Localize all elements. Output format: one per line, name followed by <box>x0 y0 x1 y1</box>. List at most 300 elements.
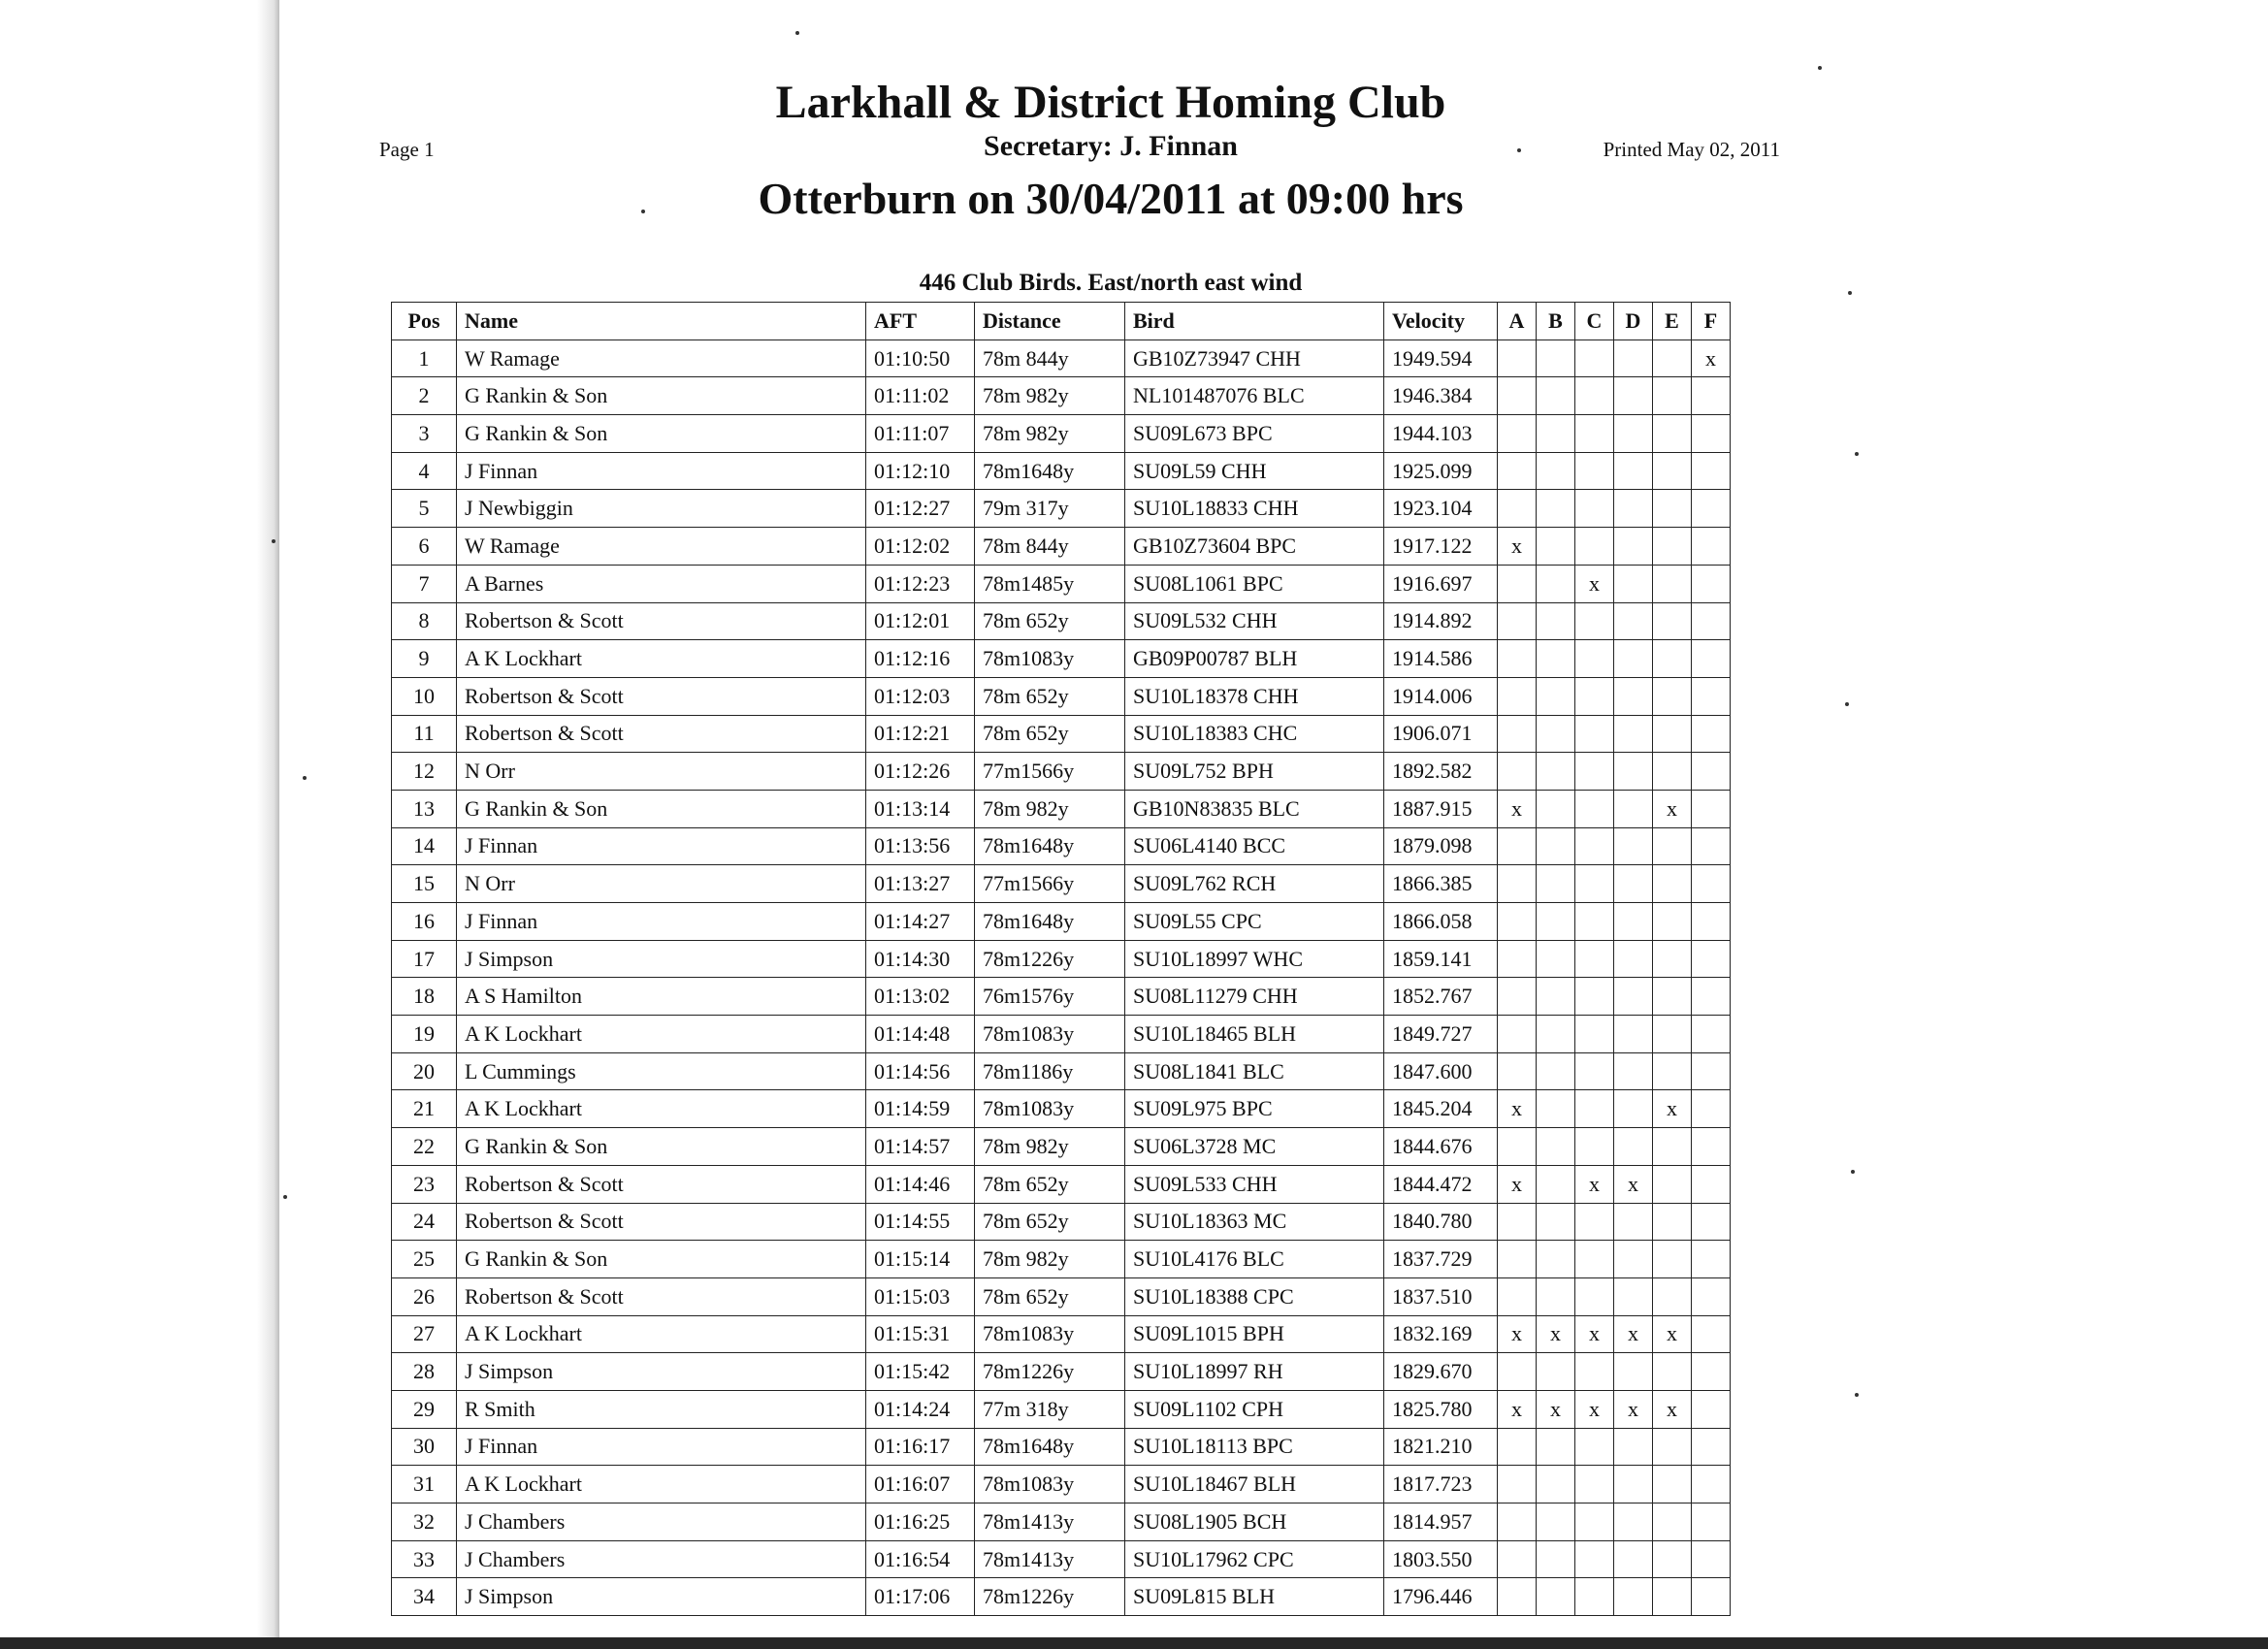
cell-pos: 11 <box>392 715 457 753</box>
cell-flag-c <box>1575 753 1614 791</box>
cell-flag-a <box>1498 1016 1537 1053</box>
cell-name: G Rankin & Son <box>457 1128 866 1166</box>
cell-pos: 19 <box>392 1016 457 1053</box>
cell-flag-f <box>1692 790 1731 827</box>
cell-flag-c <box>1575 865 1614 903</box>
cell-flag-c <box>1575 1016 1614 1053</box>
cell-flag-c <box>1575 1578 1614 1616</box>
cell-bird: GB10N83835 BLC <box>1125 790 1384 827</box>
results-table <box>391 302 1731 1616</box>
cell-pos: 1 <box>392 340 457 377</box>
cell-aft: 01:13:27 <box>866 865 975 903</box>
cell-aft: 01:14:27 <box>866 903 975 941</box>
cell-flag-b <box>1537 677 1575 715</box>
table-row <box>392 1165 1731 1203</box>
cell-flag-e: x <box>1653 1390 1692 1428</box>
cell-flag-d <box>1614 1277 1653 1315</box>
cell-name: J Simpson <box>457 1578 866 1616</box>
cell-distance: 78m 652y <box>975 715 1125 753</box>
cell-flag-e <box>1653 1128 1692 1166</box>
cell-flag-c <box>1575 1353 1614 1391</box>
cell-velocity: 1914.006 <box>1384 677 1498 715</box>
cell-pos: 5 <box>392 490 457 528</box>
cell-distance: 76m1576y <box>975 978 1125 1016</box>
cell-flag-c <box>1575 1277 1614 1315</box>
cell-name: R Smith <box>457 1390 866 1428</box>
cell-name: A K Lockhart <box>457 640 866 678</box>
column-header-b: B <box>1537 303 1575 340</box>
cell-flag-b <box>1537 1277 1575 1315</box>
cell-name: Robertson & Scott <box>457 602 866 640</box>
table-row <box>392 1241 1731 1278</box>
cell-flag-f <box>1692 1504 1731 1541</box>
cell-flag-a <box>1498 940 1537 978</box>
cell-flag-d <box>1614 1203 1653 1241</box>
cell-flag-f <box>1692 415 1731 453</box>
cell-flag-e <box>1653 1466 1692 1504</box>
cell-flag-c <box>1575 790 1614 827</box>
cell-flag-e <box>1653 865 1692 903</box>
cell-flag-e <box>1653 1353 1692 1391</box>
cell-aft: 01:12:26 <box>866 753 975 791</box>
cell-flag-a <box>1498 1353 1537 1391</box>
cell-distance: 78m1485y <box>975 565 1125 602</box>
cell-velocity: 1946.384 <box>1384 377 1498 415</box>
cell-pos: 25 <box>392 1241 457 1278</box>
cell-flag-d <box>1614 377 1653 415</box>
table-header-row <box>392 303 1731 340</box>
cell-flag-f <box>1692 565 1731 602</box>
cell-velocity: 1821.210 <box>1384 1428 1498 1466</box>
cell-name: J Simpson <box>457 1353 866 1391</box>
table-row <box>392 677 1731 715</box>
column-header-velocity: Velocity <box>1384 303 1498 340</box>
cell-distance: 78m 652y <box>975 677 1125 715</box>
cell-flag-f: x <box>1692 340 1731 377</box>
cell-flag-e <box>1653 490 1692 528</box>
cell-flag-b <box>1537 1540 1575 1578</box>
cell-flag-b <box>1537 1578 1575 1616</box>
cell-aft: 01:16:54 <box>866 1540 975 1578</box>
cell-flag-e <box>1653 715 1692 753</box>
cell-name: G Rankin & Son <box>457 790 866 827</box>
cell-aft: 01:12:03 <box>866 677 975 715</box>
cell-flag-b <box>1537 528 1575 566</box>
cell-distance: 78m 652y <box>975 1165 1125 1203</box>
cell-flag-f <box>1692 1428 1731 1466</box>
cell-flag-f <box>1692 1052 1731 1090</box>
secretary-line: Secretary: J. Finnan <box>984 130 1238 162</box>
cell-flag-c <box>1575 827 1614 865</box>
cell-distance: 78m1186y <box>975 1052 1125 1090</box>
cell-pos: 9 <box>392 640 457 678</box>
cell-flag-e <box>1653 1540 1692 1578</box>
cell-flag-e <box>1653 940 1692 978</box>
scanner-bottom-strip <box>0 1637 2268 1649</box>
table-row <box>392 452 1731 490</box>
cell-bird: SU09L815 BLH <box>1125 1578 1384 1616</box>
cell-flag-a <box>1498 1466 1537 1504</box>
cell-pos: 34 <box>392 1578 457 1616</box>
cell-flag-c: x <box>1575 1315 1614 1353</box>
cell-flag-b <box>1537 1353 1575 1391</box>
cell-aft: 01:12:02 <box>866 528 975 566</box>
results-body <box>392 340 1731 1615</box>
cell-pos: 4 <box>392 452 457 490</box>
table-row <box>392 1052 1731 1090</box>
cell-flag-d <box>1614 1466 1653 1504</box>
cell-flag-a <box>1498 677 1537 715</box>
cell-flag-d <box>1614 1016 1653 1053</box>
cell-flag-f <box>1692 1090 1731 1128</box>
cell-name: J Simpson <box>457 940 866 978</box>
cell-flag-a <box>1498 978 1537 1016</box>
cell-flag-d <box>1614 1090 1653 1128</box>
cell-flag-f <box>1692 1241 1731 1278</box>
cell-flag-b <box>1537 1241 1575 1278</box>
cell-velocity: 1847.600 <box>1384 1052 1498 1090</box>
table-row <box>392 602 1731 640</box>
cell-pos: 10 <box>392 677 457 715</box>
cell-velocity: 1844.676 <box>1384 1128 1498 1166</box>
cell-bird: SU08L1061 BPC <box>1125 565 1384 602</box>
cell-flag-b <box>1537 490 1575 528</box>
cell-bird: SU09L533 CHH <box>1125 1165 1384 1203</box>
printed-date: Printed May 02, 2011 <box>1603 138 1780 161</box>
cell-flag-b <box>1537 978 1575 1016</box>
cell-flag-a <box>1498 640 1537 678</box>
cell-bird: NL101487076 BLC <box>1125 377 1384 415</box>
cell-flag-b <box>1537 790 1575 827</box>
cell-aft: 01:12:16 <box>866 640 975 678</box>
cell-velocity: 1892.582 <box>1384 753 1498 791</box>
cell-velocity: 1840.780 <box>1384 1203 1498 1241</box>
cell-velocity: 1837.510 <box>1384 1277 1498 1315</box>
cell-pos: 18 <box>392 978 457 1016</box>
cell-flag-f <box>1692 1466 1731 1504</box>
cell-aft: 01:14:59 <box>866 1090 975 1128</box>
cell-velocity: 1829.670 <box>1384 1353 1498 1391</box>
cell-flag-e <box>1653 565 1692 602</box>
cell-velocity: 1832.169 <box>1384 1315 1498 1353</box>
cell-distance: 78m 982y <box>975 1241 1125 1278</box>
cell-name: W Ramage <box>457 528 866 566</box>
cell-flag-d <box>1614 1540 1653 1578</box>
cell-flag-b <box>1537 1090 1575 1128</box>
cell-flag-a <box>1498 753 1537 791</box>
cell-flag-e <box>1653 1203 1692 1241</box>
race-title: Otterburn on 30/04/2011 at 09:00 hrs <box>758 174 1464 223</box>
cell-flag-b <box>1537 640 1575 678</box>
cell-flag-d <box>1614 1128 1653 1166</box>
cell-velocity: 1849.727 <box>1384 1016 1498 1053</box>
cell-flag-e <box>1653 827 1692 865</box>
cell-flag-c <box>1575 1090 1614 1128</box>
table-row <box>392 1540 1731 1578</box>
cell-flag-e <box>1653 602 1692 640</box>
cell-velocity: 1887.915 <box>1384 790 1498 827</box>
cell-distance: 77m 318y <box>975 1390 1125 1428</box>
cell-flag-d <box>1614 640 1653 678</box>
table-row <box>392 1390 1731 1428</box>
cell-flag-c <box>1575 1504 1614 1541</box>
cell-velocity: 1923.104 <box>1384 490 1498 528</box>
table-row <box>392 940 1731 978</box>
cell-aft: 01:12:21 <box>866 715 975 753</box>
cell-aft: 01:12:23 <box>866 565 975 602</box>
cell-flag-a <box>1498 715 1537 753</box>
cell-name: L Cummings <box>457 1052 866 1090</box>
cell-flag-e <box>1653 753 1692 791</box>
table-row <box>392 1016 1731 1053</box>
cell-bird: SU08L1841 BLC <box>1125 1052 1384 1090</box>
cell-flag-b <box>1537 1016 1575 1053</box>
column-header-f: F <box>1692 303 1731 340</box>
cell-flag-b <box>1537 715 1575 753</box>
cell-name: J Chambers <box>457 1540 866 1578</box>
cell-flag-b <box>1537 1128 1575 1166</box>
cell-name: A K Lockhart <box>457 1315 866 1353</box>
cell-name: A K Lockhart <box>457 1466 866 1504</box>
cell-flag-a: x <box>1498 790 1537 827</box>
cell-distance: 78m 982y <box>975 1128 1125 1166</box>
cell-name: Robertson & Scott <box>457 1277 866 1315</box>
cell-name: A S Hamilton <box>457 978 866 1016</box>
table-row <box>392 640 1731 678</box>
cell-flag-b <box>1537 1052 1575 1090</box>
cell-name: Robertson & Scott <box>457 1165 866 1203</box>
cell-pos: 28 <box>392 1353 457 1391</box>
cell-pos: 16 <box>392 903 457 941</box>
cell-flag-b <box>1537 340 1575 377</box>
cell-flag-e <box>1653 1016 1692 1053</box>
table-row <box>392 753 1731 791</box>
cell-flag-f <box>1692 827 1731 865</box>
cell-distance: 78m1226y <box>975 940 1125 978</box>
cell-flag-f <box>1692 677 1731 715</box>
cell-flag-b: x <box>1537 1390 1575 1428</box>
cell-flag-d <box>1614 1578 1653 1616</box>
cell-flag-f <box>1692 1016 1731 1053</box>
cell-velocity: 1944.103 <box>1384 415 1498 453</box>
cell-flag-b <box>1537 753 1575 791</box>
cell-velocity: 1803.550 <box>1384 1540 1498 1578</box>
cell-name: N Orr <box>457 865 866 903</box>
cell-aft: 01:16:25 <box>866 1504 975 1541</box>
cell-flag-c <box>1575 1466 1614 1504</box>
cell-flag-e <box>1653 903 1692 941</box>
cell-flag-f <box>1692 753 1731 791</box>
cell-flag-c <box>1575 452 1614 490</box>
cell-flag-a <box>1498 490 1537 528</box>
cell-flag-c <box>1575 1241 1614 1278</box>
cell-flag-c <box>1575 1128 1614 1166</box>
column-header-c: C <box>1575 303 1614 340</box>
table-row <box>392 1353 1731 1391</box>
cell-flag-d <box>1614 340 1653 377</box>
cell-flag-e: x <box>1653 1090 1692 1128</box>
table-row <box>392 865 1731 903</box>
cell-velocity: 1852.767 <box>1384 978 1498 1016</box>
cell-flag-e <box>1653 1052 1692 1090</box>
cell-flag-c <box>1575 340 1614 377</box>
cell-distance: 78m1648y <box>975 827 1125 865</box>
cell-aft: 01:15:31 <box>866 1315 975 1353</box>
cell-bird: SU10L18113 BPC <box>1125 1428 1384 1466</box>
cell-flag-e <box>1653 377 1692 415</box>
table-row <box>392 415 1731 453</box>
table-row <box>392 340 1731 377</box>
cell-flag-d <box>1614 940 1653 978</box>
cell-velocity: 1949.594 <box>1384 340 1498 377</box>
cell-flag-c: x <box>1575 1390 1614 1428</box>
cell-flag-f <box>1692 1277 1731 1315</box>
cell-flag-d <box>1614 790 1653 827</box>
cell-flag-b <box>1537 1466 1575 1504</box>
cell-aft: 01:15:03 <box>866 1277 975 1315</box>
table-row <box>392 1578 1731 1616</box>
cell-aft: 01:17:06 <box>866 1578 975 1616</box>
race-subtitle: 446 Club Birds. East/north east wind <box>919 270 1303 296</box>
cell-distance: 78m1226y <box>975 1578 1125 1616</box>
cell-distance: 78m 844y <box>975 340 1125 377</box>
cell-flag-f <box>1692 903 1731 941</box>
table-row <box>392 978 1731 1016</box>
cell-pos: 26 <box>392 1277 457 1315</box>
cell-bird: SU10L18363 MC <box>1125 1203 1384 1241</box>
cell-flag-c <box>1575 640 1614 678</box>
cell-velocity: 1879.098 <box>1384 827 1498 865</box>
column-header-name: Name <box>457 303 866 340</box>
cell-flag-d <box>1614 677 1653 715</box>
cell-aft: 01:12:01 <box>866 602 975 640</box>
cell-velocity: 1817.723 <box>1384 1466 1498 1504</box>
cell-flag-f <box>1692 528 1731 566</box>
cell-velocity: 1814.957 <box>1384 1504 1498 1541</box>
cell-flag-c <box>1575 415 1614 453</box>
cell-flag-f <box>1692 1578 1731 1616</box>
cell-flag-e <box>1653 677 1692 715</box>
cell-bird: SU09L532 CHH <box>1125 602 1384 640</box>
cell-velocity: 1906.071 <box>1384 715 1498 753</box>
cell-flag-b: x <box>1537 1315 1575 1353</box>
cell-velocity: 1859.141 <box>1384 940 1498 978</box>
cell-flag-f <box>1692 1165 1731 1203</box>
cell-pos: 15 <box>392 865 457 903</box>
cell-distance: 78m 652y <box>975 1277 1125 1315</box>
cell-aft: 01:13:56 <box>866 827 975 865</box>
cell-name: J Finnan <box>457 903 866 941</box>
cell-name: Robertson & Scott <box>457 677 866 715</box>
cell-flag-e <box>1653 415 1692 453</box>
cell-flag-f <box>1692 490 1731 528</box>
table-row <box>392 1203 1731 1241</box>
cell-flag-b <box>1537 1165 1575 1203</box>
cell-flag-a <box>1498 1128 1537 1166</box>
cell-pos: 3 <box>392 415 457 453</box>
cell-flag-b <box>1537 940 1575 978</box>
cell-flag-e <box>1653 452 1692 490</box>
table-row <box>392 1128 1731 1166</box>
cell-flag-e <box>1653 340 1692 377</box>
cell-flag-c <box>1575 528 1614 566</box>
cell-velocity: 1917.122 <box>1384 528 1498 566</box>
cell-bird: SU10L18378 CHH <box>1125 677 1384 715</box>
cell-distance: 78m1083y <box>975 1466 1125 1504</box>
cell-pos: 27 <box>392 1315 457 1353</box>
cell-pos: 12 <box>392 753 457 791</box>
cell-name: N Orr <box>457 753 866 791</box>
cell-bird: GB10Z73947 CHH <box>1125 340 1384 377</box>
cell-name: G Rankin & Son <box>457 377 866 415</box>
cell-flag-c <box>1575 377 1614 415</box>
cell-aft: 01:14:55 <box>866 1203 975 1241</box>
table-row <box>392 1504 1731 1541</box>
cell-bird: SU09L752 BPH <box>1125 753 1384 791</box>
cell-flag-f <box>1692 640 1731 678</box>
cell-flag-a <box>1498 1578 1537 1616</box>
cell-name: J Finnan <box>457 827 866 865</box>
cell-flag-f <box>1692 865 1731 903</box>
cell-pos: 22 <box>392 1128 457 1166</box>
cell-name: J Newbiggin <box>457 490 866 528</box>
cell-flag-d <box>1614 602 1653 640</box>
cell-flag-d <box>1614 565 1653 602</box>
cell-flag-e <box>1653 640 1692 678</box>
cell-pos: 21 <box>392 1090 457 1128</box>
cell-bird: SU06L3728 MC <box>1125 1128 1384 1166</box>
cell-flag-a: x <box>1498 528 1537 566</box>
cell-velocity: 1866.058 <box>1384 903 1498 941</box>
cell-flag-d <box>1614 528 1653 566</box>
cell-velocity: 1844.472 <box>1384 1165 1498 1203</box>
cell-distance: 78m1083y <box>975 1016 1125 1053</box>
cell-flag-a <box>1498 1428 1537 1466</box>
cell-aft: 01:12:27 <box>866 490 975 528</box>
cell-velocity: 1866.385 <box>1384 865 1498 903</box>
cell-flag-a <box>1498 1241 1537 1278</box>
column-header-a: A <box>1498 303 1537 340</box>
cell-flag-d <box>1614 1504 1653 1541</box>
cell-aft: 01:15:14 <box>866 1241 975 1278</box>
cell-flag-a <box>1498 1203 1537 1241</box>
cell-flag-d: x <box>1614 1390 1653 1428</box>
cell-velocity: 1845.204 <box>1384 1090 1498 1128</box>
cell-distance: 78m 844y <box>975 528 1125 566</box>
cell-flag-a <box>1498 865 1537 903</box>
cell-distance: 78m1083y <box>975 1315 1125 1353</box>
cell-flag-a <box>1498 1504 1537 1541</box>
cell-flag-a <box>1498 340 1537 377</box>
cell-distance: 78m 982y <box>975 377 1125 415</box>
cell-flag-c: x <box>1575 1165 1614 1203</box>
cell-distance: 78m 652y <box>975 1203 1125 1241</box>
cell-name: A Barnes <box>457 565 866 602</box>
cell-distance: 78m1083y <box>975 1090 1125 1128</box>
cell-distance: 78m1413y <box>975 1504 1125 1541</box>
cell-aft: 01:14:57 <box>866 1128 975 1166</box>
cell-flag-f <box>1692 1128 1731 1166</box>
table-row <box>392 377 1731 415</box>
cell-flag-f <box>1692 1315 1731 1353</box>
table-row <box>392 715 1731 753</box>
cell-flag-a: x <box>1498 1390 1537 1428</box>
cell-flag-a: x <box>1498 1090 1537 1128</box>
cell-flag-c <box>1575 978 1614 1016</box>
cell-flag-c <box>1575 490 1614 528</box>
cell-pos: 7 <box>392 565 457 602</box>
cell-flag-c <box>1575 940 1614 978</box>
